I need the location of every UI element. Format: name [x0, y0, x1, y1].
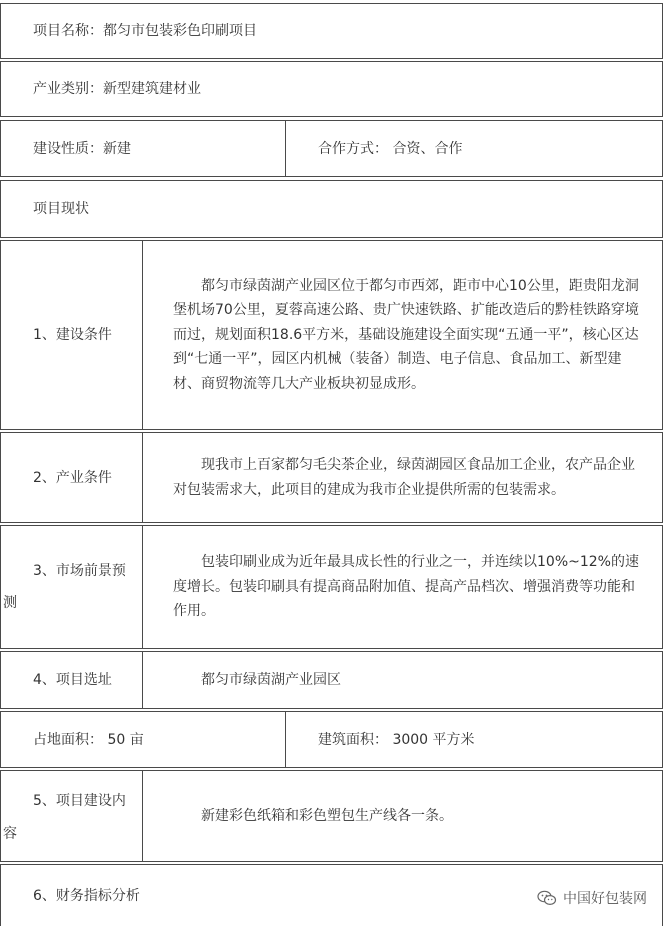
- content-label-line1: 5、项目建设内: [33, 793, 126, 809]
- industry-conditions-text-cell: [142, 432, 663, 523]
- market-label-line2: 测: [3, 595, 17, 611]
- site-label-cell: [0, 651, 143, 709]
- market-label-cell: [0, 525, 143, 649]
- building-area: 建筑面积： 3000 平方米: [318, 731, 475, 748]
- cooperation-mode: 合作方式： 合资、合作: [318, 140, 463, 157]
- site-text: 都匀市绿茵湖产业园区: [201, 671, 341, 688]
- cooperation-cell: [285, 120, 663, 177]
- land-area-cell: [0, 711, 286, 768]
- project-name: 项目名称：都匀市包装彩色印刷项目: [33, 23, 257, 39]
- content-text: 新建彩色纸箱和彩色塑包生产线各一条。: [201, 807, 453, 824]
- industry-conditions-label-cell: [0, 432, 143, 523]
- site-label: 4、项目选址: [33, 672, 112, 688]
- build-conditions-text: 都匀市绿茵湖产业园区位于都匀市西郊，距市中心10公里，距贵阳龙洞堡机场70公里，夏蓉高速公路、贵广快速铁路、扩能改造后的黔桂铁路穿境而过，规划面积18.6平方米，基础设施建设全面实现“五通一平”，核心区达到“七通一平”，园区内机械（装备）制造、电子信息、食品加工、新型建材、商贸物流等几大产业板块初显成形。: [173, 277, 639, 392]
- market-text: 包装印刷业成为近年最具成长性的行业之一，并连续以10%~12%的速度增长。包装印刷具有提高商品附加值、提高产品档次、增强消费等功能和作用。: [173, 554, 639, 620]
- status-header-row: [0, 180, 663, 238]
- industry-row: [0, 61, 663, 117]
- watermark: [537, 888, 647, 908]
- build-conditions-text-cell: [142, 240, 663, 430]
- content-text-cell: [142, 770, 663, 862]
- building-area-cell: [285, 711, 663, 768]
- industry-conditions-text: 现我市上百家都匀毛尖茶企业，绿茵湖园区食品加工企业，农产品企业对包装需求大，此项目的建成为我市企业提供所需的包装需求。: [173, 457, 635, 498]
- industry-category: 产业类别：新型建筑建材业: [33, 81, 201, 97]
- market-label-line1: 3、市场前景预: [33, 563, 126, 579]
- build-conditions-label: 1、建设条件: [33, 327, 112, 343]
- content-label-line2: 容: [3, 826, 17, 842]
- construction-nature-cell: [0, 120, 286, 177]
- status-header: 项目现状: [33, 201, 89, 217]
- market-text-cell: [142, 525, 663, 649]
- construction-nature: 建设性质：新建: [33, 140, 131, 157]
- wechat-icon: [537, 890, 557, 906]
- land-area: 占地面积： 50 亩: [33, 731, 144, 748]
- build-conditions-label-cell: [0, 240, 143, 430]
- content-label-cell: [0, 770, 143, 862]
- industry-conditions-label: 2、产业条件: [33, 469, 112, 486]
- project-name-row: [0, 3, 663, 59]
- finance-label: 6、财务指标分析: [33, 887, 140, 904]
- watermark-text: 中国好包装网: [563, 891, 647, 907]
- site-text-cell: [142, 651, 663, 709]
